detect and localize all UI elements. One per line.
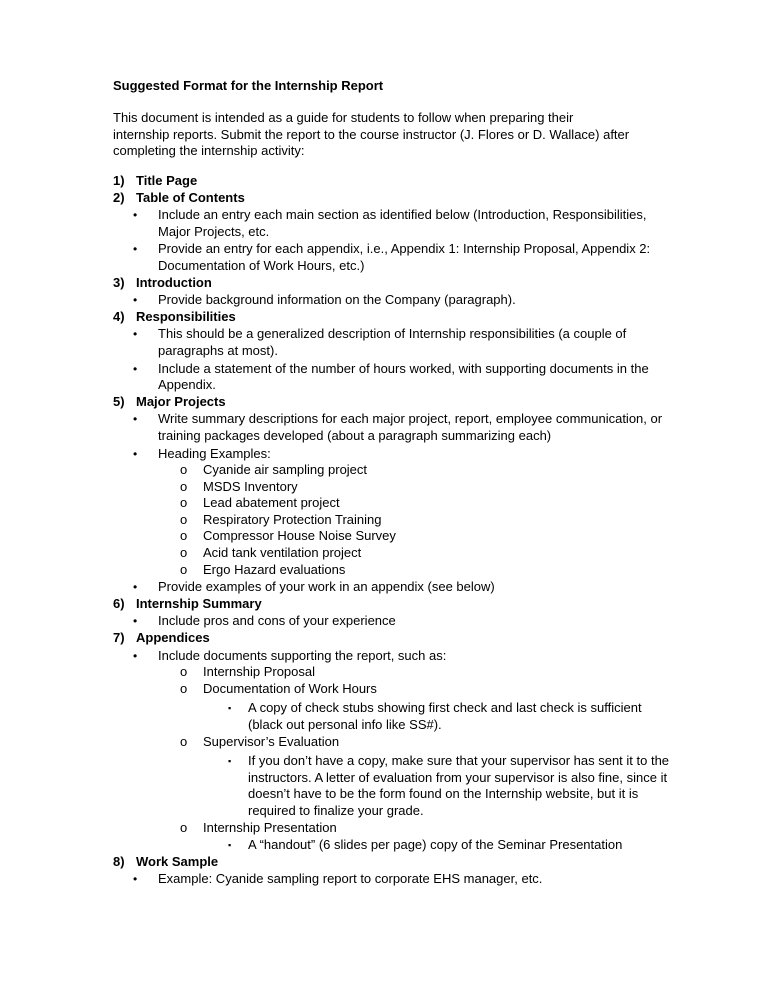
list-item: ▪ A copy of check stubs showing first check and last check is sufficient (black out personal info like SS#). bbox=[228, 700, 642, 732]
list-item: • Include a statement of the number of hours worked, with supporting documents in the Appendix. bbox=[133, 360, 649, 393]
document-title: Suggested Format for the Internship Report bbox=[113, 78, 384, 93]
bullet-marker: • bbox=[133, 208, 138, 223]
section-introduction bbox=[113, 275, 673, 309]
bullet-marker: • bbox=[133, 648, 138, 663]
section-work-sample bbox=[113, 854, 673, 888]
list-item: • Include pros and cons of your experience bbox=[133, 613, 396, 629]
list-item: • Provide examples of your work in an appendix (see below) bbox=[133, 579, 495, 595]
list-item: • Provide background information on the Company (paragraph). bbox=[133, 292, 516, 308]
list-item: o Acid tank ventilation project bbox=[180, 545, 362, 561]
section-internship-summary bbox=[113, 596, 673, 630]
list-item: ▪ If you don’t have a copy, make sure that your supervisor has sent it to the instructors. A letter of evaluation from your supervisor is also fine, since it doesn’t have to be the form found on the Internship website, but it is required to finalize your grade. bbox=[228, 753, 670, 818]
section-number: 5) bbox=[113, 393, 125, 409]
list-item: o Internship Proposal bbox=[180, 664, 316, 680]
list-item: o MSDS Inventory bbox=[180, 478, 298, 494]
circle-marker: o bbox=[180, 819, 188, 835]
list-item: • Example: Cyanide sampling report to corporate EHS manager, etc. bbox=[133, 871, 543, 887]
bullet-marker: • bbox=[133, 580, 138, 595]
circle-marker: o bbox=[180, 511, 188, 527]
list-item: • Provide an entry for each appendix, i.e., Appendix 1: Internship Proposal, Appendix 2: Documentation of Work Hours, etc.) bbox=[133, 241, 651, 273]
section-number: 1) bbox=[113, 173, 125, 188]
section-title: Responsibilities bbox=[136, 308, 236, 324]
section-appendices bbox=[113, 630, 673, 854]
circle-marker: o bbox=[180, 733, 188, 749]
list-item: • Include an entry each main section as identified below (Introduction, Responsibilities, Major Projects, etc. bbox=[133, 207, 647, 239]
list-item: • Write summary descriptions for each major project, report, employee communication, or training packages developed (about a paragraph summarizing each) bbox=[133, 411, 663, 443]
circle-marker: o bbox=[180, 478, 188, 494]
list-item: • This should be a generalized description of Internship responsibilities (a couple of paragraphs at most). bbox=[133, 326, 627, 358]
section-title-page bbox=[113, 173, 673, 190]
list-item: o Respiratory Protection Training bbox=[180, 511, 382, 527]
section-title: Introduction bbox=[136, 274, 212, 290]
square-marker: ▪ bbox=[228, 840, 232, 851]
circle-marker: o bbox=[180, 545, 188, 561]
circle-marker: o bbox=[180, 561, 188, 577]
circle-marker: o bbox=[180, 462, 188, 478]
bullet-marker: • bbox=[133, 361, 138, 376]
section-number: 3) bbox=[113, 274, 125, 290]
section-number: 2) bbox=[113, 189, 125, 205]
circle-marker: o bbox=[180, 528, 188, 544]
list-item: • Include documents supporting the report, such as: bbox=[133, 647, 447, 663]
circle-marker: o bbox=[180, 664, 188, 680]
list-item: o Supervisor’s Evaluation bbox=[180, 733, 340, 749]
list-item: • Heading Examples: bbox=[133, 445, 271, 461]
section-number: 8) bbox=[113, 853, 125, 869]
section-title: Appendices bbox=[136, 630, 210, 646]
list-item: o Compressor House Noise Survey bbox=[180, 528, 396, 544]
bullet-marker: • bbox=[133, 446, 138, 461]
bullet-marker: • bbox=[133, 412, 138, 427]
list-item: o Ergo Hazard evaluations bbox=[180, 561, 346, 577]
list-item: o Documentation of Work Hours bbox=[180, 680, 377, 696]
list-item: ▪ A “handout” (6 slides per page) copy of the Seminar Presentation bbox=[228, 837, 623, 853]
bullet-marker: • bbox=[133, 242, 138, 257]
square-marker: ▪ bbox=[228, 703, 232, 714]
square-marker: ▪ bbox=[228, 756, 232, 767]
section-responsibilities bbox=[113, 309, 673, 394]
bullet-marker: • bbox=[133, 293, 138, 308]
section-number: 7) bbox=[113, 630, 125, 646]
section-number: 6) bbox=[113, 595, 125, 611]
section-number: 4) bbox=[113, 308, 125, 324]
bullet-marker: • bbox=[133, 327, 138, 342]
list-item: o Internship Presentation bbox=[180, 819, 337, 835]
circle-marker: o bbox=[180, 495, 188, 511]
section-title: Title Page bbox=[136, 173, 198, 188]
section-title: Table of Contents bbox=[136, 189, 245, 205]
section-title: Work Sample bbox=[136, 853, 219, 869]
circle-marker: o bbox=[180, 680, 188, 696]
section-major-projects bbox=[113, 394, 673, 596]
outline-list bbox=[113, 173, 673, 888]
bullet-marker: • bbox=[133, 872, 138, 887]
list-item: o Lead abatement project bbox=[180, 495, 340, 511]
list-item: o Cyanide air sampling project bbox=[180, 462, 368, 478]
bullet-marker: • bbox=[133, 614, 138, 629]
section-title: Major Projects bbox=[136, 393, 226, 409]
section-table-of-contents bbox=[113, 190, 673, 275]
intro-paragraph: This document is intended as a guide for students to follow when preparing their internship reports. Submit the report to the course instructor (J. Flores or D. Wallace) after completing the internship activity: bbox=[113, 110, 630, 159]
section-title: Internship Summary bbox=[136, 595, 262, 611]
